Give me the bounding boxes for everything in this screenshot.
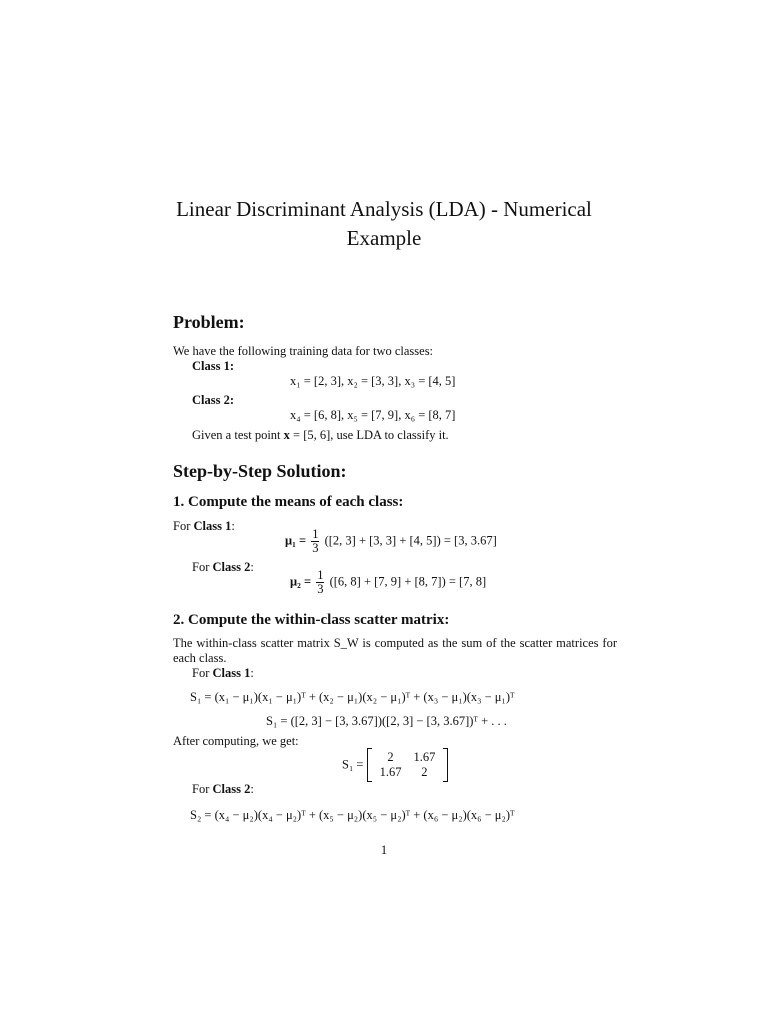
frac-num: 1	[312, 527, 319, 541]
for-text: For	[192, 782, 213, 796]
document-title	[0, 195, 768, 253]
s1-lhs: S₁ =	[342, 757, 364, 772]
mu2-equation	[290, 569, 486, 596]
matrix-cell: 1.67	[413, 750, 436, 764]
problem-intro: We have the following training data for two classes:	[173, 344, 434, 358]
matrix-cell: 1.67	[379, 765, 402, 779]
class2-bold: Class 2	[212, 560, 251, 574]
mu2-rhs: ([6, 8] + [7, 9] + [8, 7]) = [7, 8]	[329, 574, 487, 589]
solution-heading: Step-by-Step Solution:	[173, 461, 347, 481]
s2-definition: S₂ = (x₄ − μ₂)(x₄ − μ₂)ᵀ + (x₅ − μ₂)(x₅ − μ₂)ᵀ + (x₆ − μ₂)(x₆ − μ₂)ᵀ	[190, 808, 515, 822]
test-point-sentence	[192, 428, 449, 443]
class2-equation: x₄ = [6, 8], x₅ = [7, 9], x₆ = [8, 7]	[290, 408, 456, 422]
colon: :	[250, 666, 254, 680]
after-computing-text: After computing, we get:	[173, 734, 299, 748]
test-x: x	[283, 428, 290, 442]
class2-label: Class 2:	[192, 393, 235, 407]
test-post: = [5, 6], use LDA to classify it.	[289, 428, 449, 442]
title-line-1: Linear Discriminant Analysis (LDA) - Numerical	[176, 197, 592, 221]
title-line-2: Example	[346, 226, 422, 250]
for-text: For	[192, 560, 213, 574]
mu1-equation	[285, 528, 497, 555]
page-number: 1	[380, 843, 388, 857]
frac-den: 3	[312, 541, 319, 555]
mu1-lhs: μ₁ =	[285, 533, 307, 548]
test-pre: Given a test point	[192, 428, 284, 442]
matrix-cell: 2	[421, 765, 428, 779]
for-text: For	[173, 519, 194, 533]
step2-heading: 2. Compute the within-class scatter matrix:	[173, 612, 450, 628]
one-third-fraction	[311, 528, 319, 555]
frac-den: 3	[317, 582, 324, 596]
class1-bold: Class 1	[212, 666, 251, 680]
step1-for-class2	[192, 560, 254, 575]
one-third-fraction	[316, 569, 324, 596]
mu2-lhs: μ₂ =	[290, 574, 312, 589]
class1-equation: x₁ = [2, 3], x₂ = [3, 3], x₃ = [4, 5]	[290, 374, 456, 388]
step1-heading: 1. Compute the means of each class:	[173, 494, 404, 510]
matrix-cell: 2	[387, 750, 394, 764]
class1-bold: Class 1	[193, 519, 232, 533]
step2-for-class1	[192, 666, 254, 681]
step2-for-class2	[192, 782, 254, 797]
mu1-rhs: ([2, 3] + [3, 3] + [4, 5]) = [3, 3.67]	[324, 533, 497, 548]
colon: :	[231, 519, 235, 533]
s1-matrix	[367, 748, 449, 782]
step1-for-class1	[173, 519, 235, 534]
class2-bold: Class 2	[212, 782, 251, 796]
s1-definition: S₁ = (x₁ − μ₁)(x₁ − μ₁)ᵀ + (x₂ − μ₁)(x₂ − μ₁)ᵀ + (x₃ − μ₁)(x₃ − μ₁)ᵀ	[190, 690, 515, 704]
for-text: For	[192, 666, 213, 680]
s1-expansion: S₁ = ([2, 3] − [3, 3.67])([2, 3] − [3, 3.67])ᵀ + . . .	[266, 714, 507, 728]
step2-intro: The within-class scatter matrix S_W is computed as the sum of the scatter matrices for each class.	[173, 636, 617, 665]
colon: :	[250, 560, 254, 574]
s1-result	[342, 748, 448, 782]
colon: :	[250, 782, 254, 796]
frac-num: 1	[317, 568, 324, 582]
class1-label: Class 1:	[192, 359, 235, 373]
problem-heading: Problem:	[173, 312, 245, 332]
